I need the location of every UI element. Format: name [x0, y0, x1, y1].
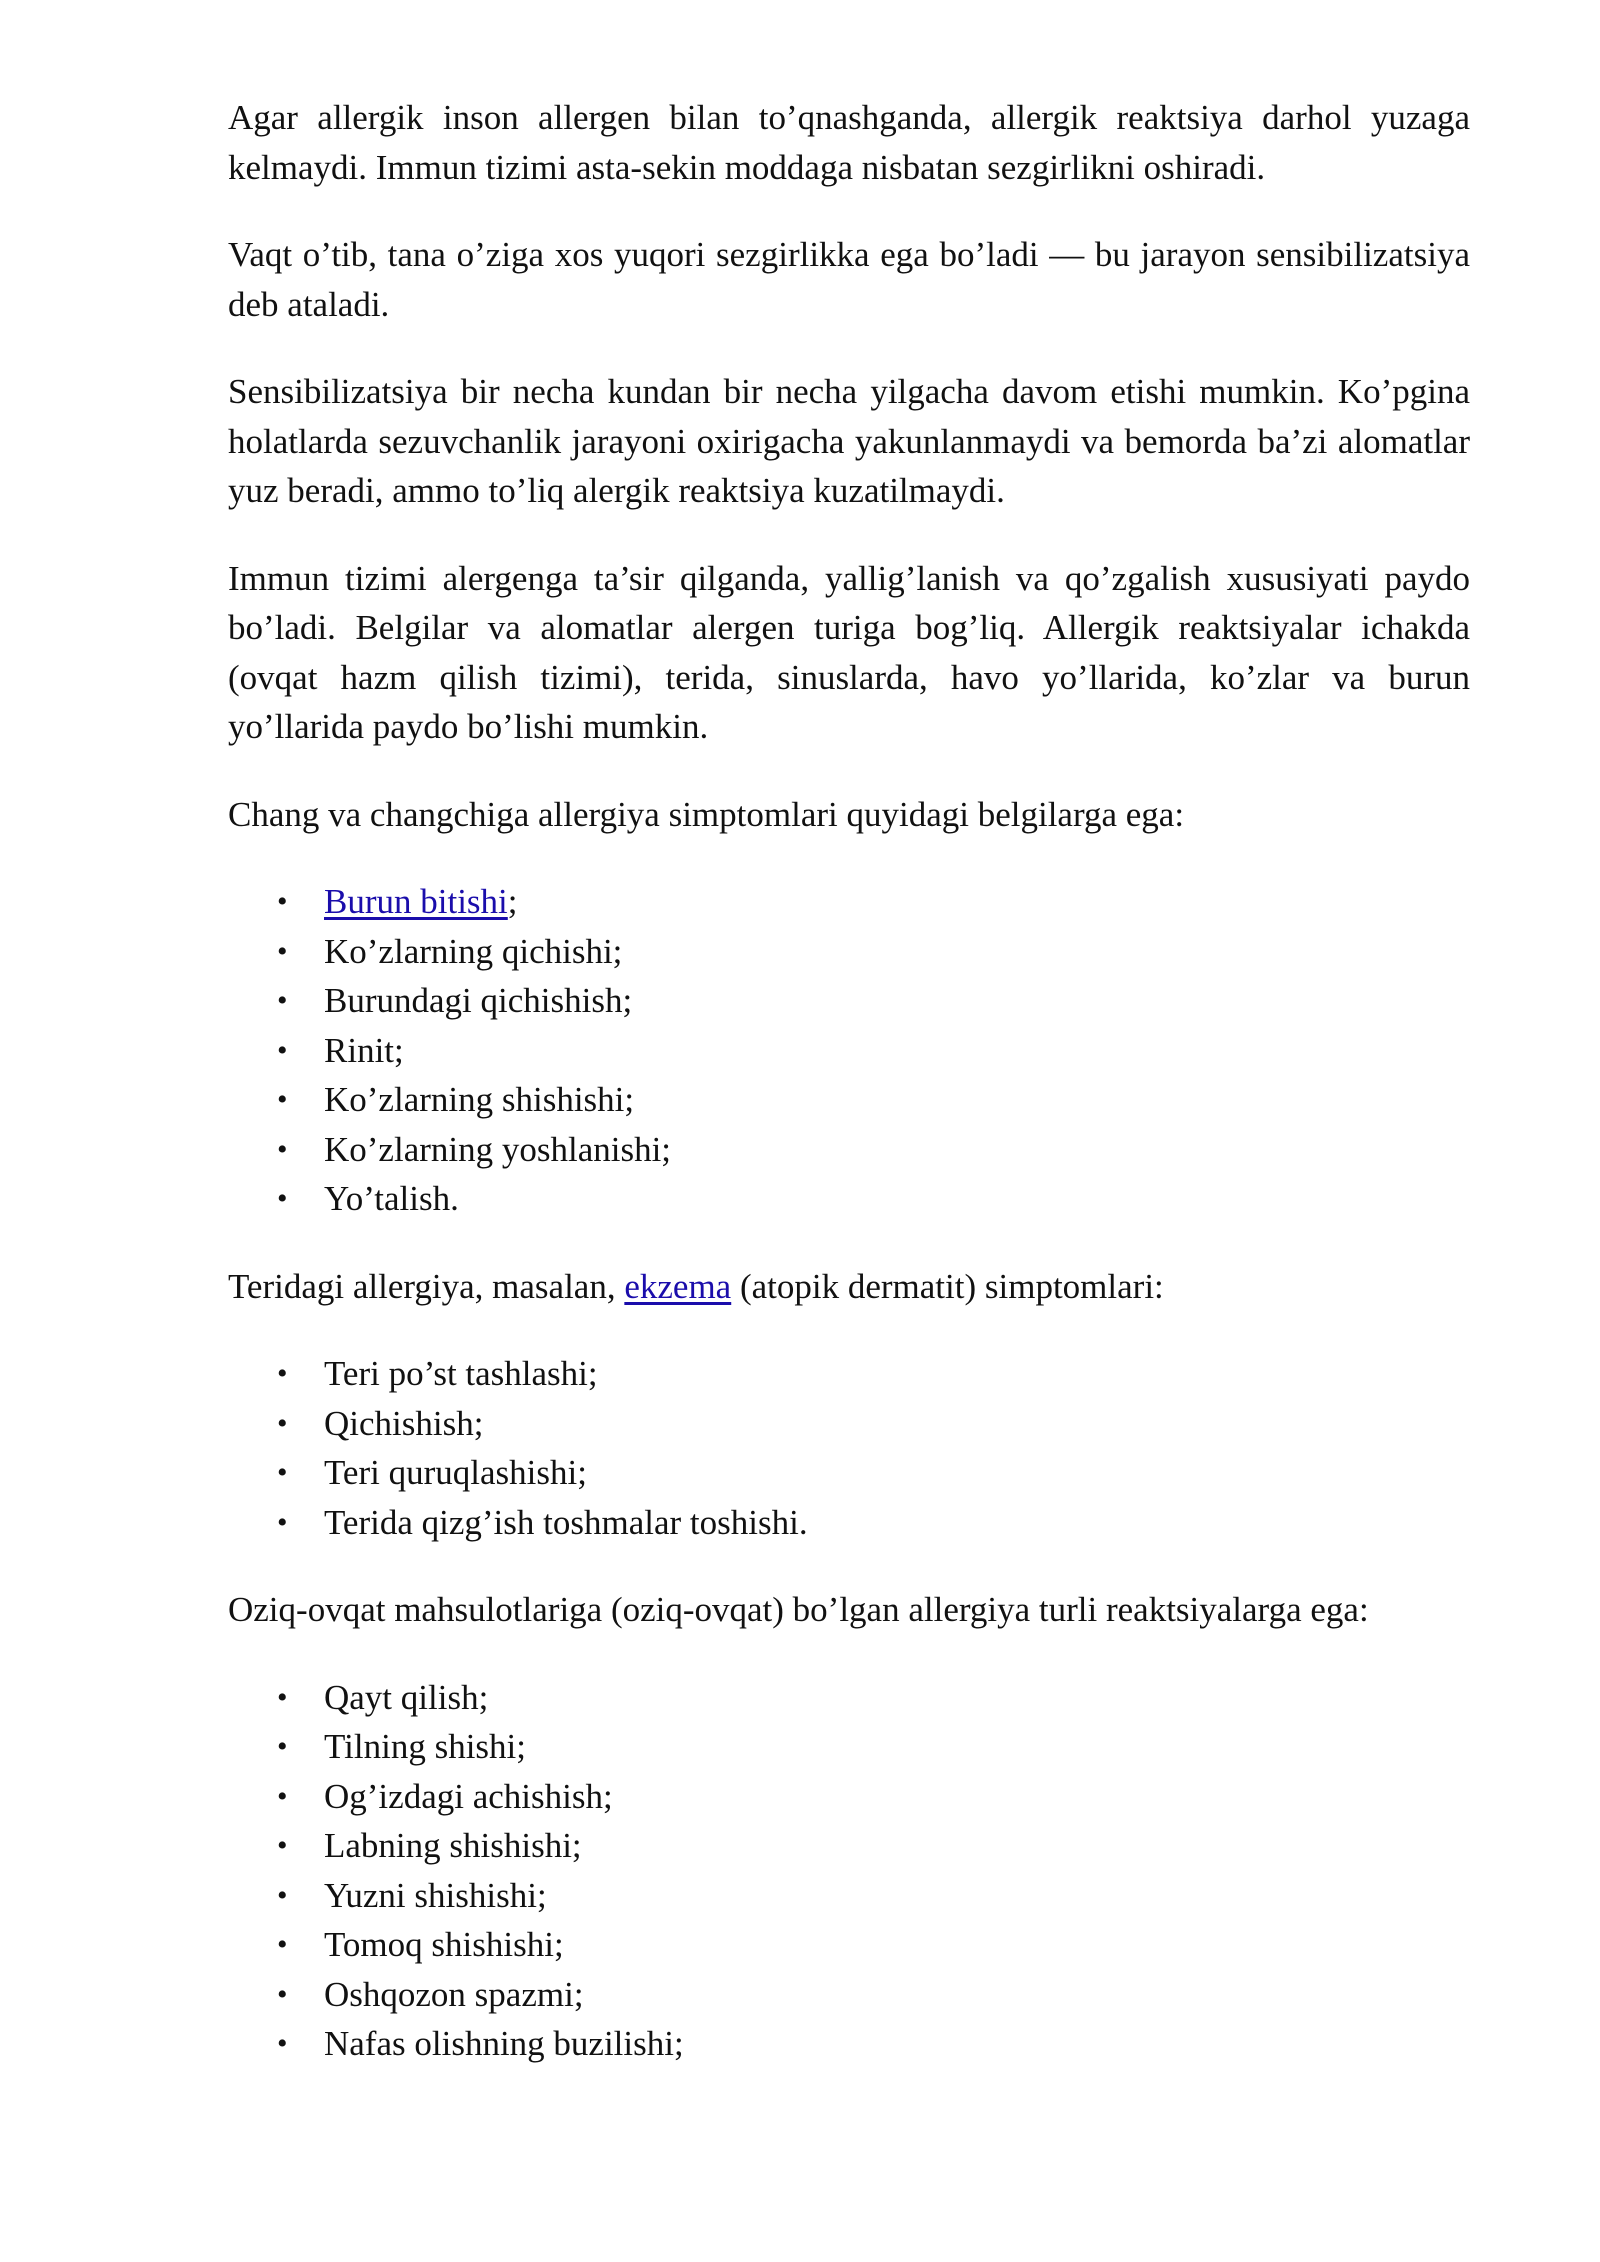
- paragraph-4: Immun tizimi alergenga ta’sir qilganda, yallig’lanish va qo’zgalish xususiyati paydo bo’ladi. Belgilar va alomatlar alergen turiga bog’liq. Allergik reaktsiyalar ichakda (ovqat hazm qilish tizimi), terida, sinuslarda, havo yo’llarida, ko’zlar va burun yo’llarida paydo bo’lishi mumkin.: [228, 558, 1470, 746]
- bullet-icon: •: [277, 1357, 288, 1390]
- list-item-text: Labning shishishi;: [324, 1826, 582, 1865]
- paragraph-3: Sensibilizatsiya bir necha kundan bir necha yilgacha davom etishi mumkin. Ko’pgina holatlarda sezuvchanlik jarayoni oxirigacha yakunlanmaydi va bemorda ba’zi alomatlar yuz beradi, ammo to’liq alergik reaktsiya kuzatilmaydi.: [228, 372, 1470, 510]
- list-item-text: Ko’zlarning shishishi;: [324, 1080, 635, 1119]
- list-item: [277, 1821, 1470, 1871]
- ekzema-link[interactable]: ekzema: [624, 1266, 732, 1306]
- skin-allergy-symptom-list: [228, 1349, 1470, 1547]
- food-allergy-symptom-list: [228, 1673, 1470, 2069]
- paragraph-1: Agar allergik inson allergen bilan to’qnashganda, allergik reaktsiya darhol yuzaga kelmaydi. Immun tizimi asta-sekin moddaga nisbatan sezgirlikni oshiradi.: [228, 98, 1470, 187]
- list-item: [277, 1448, 1470, 1498]
- list-item-suffix: ;: [507, 882, 518, 921]
- list-item-text: Tomoq shishishi;: [324, 1925, 564, 1964]
- list-item-text: Oshqozon spazmi;: [324, 1974, 584, 2014]
- bullet-icon: •: [277, 1456, 288, 1489]
- list-item-text: Yuzni shishishi;: [324, 1875, 547, 1915]
- list-item-text: Qayt qilish;: [324, 1677, 489, 1717]
- list-item-text: Teri po’st tashlashi;: [324, 1354, 598, 1393]
- list-item: [277, 1970, 1470, 2020]
- bullet-icon: •: [277, 984, 288, 1017]
- list-item: [277, 2019, 1470, 2069]
- bullet-icon: •: [277, 2027, 288, 2060]
- bullet-icon: •: [277, 1083, 288, 1116]
- list-item: [277, 927, 1470, 977]
- list-item: [277, 1498, 1470, 1548]
- bullet-icon: •: [277, 1406, 288, 1440]
- list-item-text: Burundagi qichishish;: [324, 981, 633, 1020]
- list-item: [277, 976, 1470, 1026]
- list-item-text: Teri quruqlashishi;: [324, 1453, 587, 1492]
- bullet-icon: •: [277, 1928, 288, 1961]
- list-item: [277, 1026, 1470, 1076]
- list-item: [277, 1075, 1470, 1125]
- list-item: [277, 1722, 1470, 1772]
- list-item-text: Qichishish;: [324, 1403, 484, 1443]
- bullet-icon: •: [277, 1680, 288, 1714]
- list-item: [277, 1125, 1470, 1175]
- list-item: [277, 1349, 1470, 1399]
- list-item-text: Nafas olishning buzilishi;: [324, 2024, 684, 2063]
- list-item-text: Ko’zlarning yoshlanishi;: [324, 1129, 672, 1169]
- bullet-icon: •: [277, 1779, 288, 1813]
- bullet-icon: •: [277, 1977, 288, 2011]
- list-item: [277, 1871, 1470, 1921]
- paragraph-6: [228, 1262, 1470, 1312]
- bullet-icon: •: [277, 1033, 288, 1067]
- list-item-text: Rinit;: [324, 1030, 404, 1070]
- list-item-text: Ko’zlarning qichishi;: [324, 931, 623, 971]
- list-item-text: Yo’talish.: [324, 1179, 459, 1218]
- bullet-icon: •: [277, 1878, 288, 1912]
- list-item: [277, 1920, 1470, 1970]
- paragraph-2: Vaqt o’tib, tana o’ziga xos yuqori sezgirlikka ega bo’ladi — bu jarayon sensibilizatsiya deb ataladi.: [228, 235, 1470, 324]
- bullet-icon: •: [277, 1505, 288, 1539]
- list-item: [277, 1673, 1470, 1723]
- burun-bitishi-link[interactable]: Burun bitishi: [324, 882, 508, 921]
- paragraph-6-after: (atopik dermatit) simptomlari:: [731, 1266, 1164, 1306]
- bullet-icon: •: [277, 1132, 288, 1166]
- paragraph-7: Oziq-ovqat mahsulotlariga (oziq-ovqat) bo’lgan allergiya turli reaktsiyalarga ega:: [228, 1590, 1369, 1629]
- list-item: [277, 877, 1470, 927]
- paragraph-5: Chang va changchiga allergiya simptomlari quyidagi belgilarga ega:: [228, 794, 1185, 834]
- bullet-icon: •: [277, 1730, 288, 1763]
- list-item: [277, 1174, 1470, 1224]
- bullet-icon: •: [277, 1829, 288, 1862]
- bullet-icon: •: [277, 1182, 288, 1215]
- dust-allergy-symptom-list: [228, 877, 1470, 1224]
- list-item: [277, 1399, 1470, 1449]
- bullet-icon: •: [277, 934, 288, 968]
- list-item-text: Og’izdagi achishish;: [324, 1776, 613, 1816]
- paragraph-6-before: Teridagi allergiya, masalan,: [228, 1266, 625, 1306]
- bullet-icon: •: [277, 885, 288, 918]
- list-item-text: Terida qizg’ish toshmalar toshishi.: [324, 1502, 808, 1542]
- list-item: [277, 1772, 1470, 1822]
- list-item-text: Tilning shishi;: [324, 1727, 526, 1766]
